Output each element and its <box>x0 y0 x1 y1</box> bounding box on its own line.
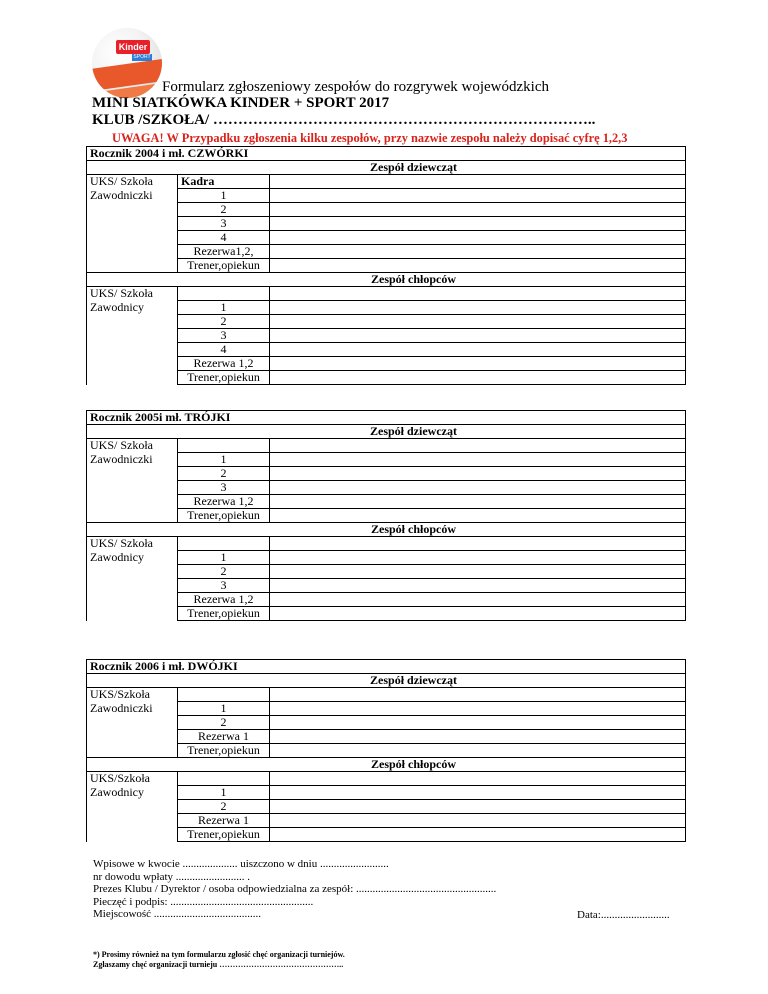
player-slot-label: 1 <box>178 786 270 800</box>
row-label-empty <box>87 800 178 814</box>
row-label: UKS/ Szkoła <box>87 287 178 301</box>
player-name-field[interactable] <box>270 800 686 814</box>
footer-fields <box>93 858 496 921</box>
player-name-field[interactable] <box>270 744 686 758</box>
player-name-field[interactable] <box>270 730 686 744</box>
row-label-empty <box>87 357 178 371</box>
row-label-empty <box>87 593 178 607</box>
player-slot-label: Rezerwa 1 <box>178 814 270 828</box>
fee-line: Wpisowe w kwocie .................... uiszczono w dniu ......................... <box>93 858 389 870</box>
girls-team-header: Zespół dziewcząt <box>87 674 686 688</box>
row-label: UKS/Szkoła <box>87 772 178 786</box>
row-label-empty <box>87 828 178 842</box>
row-label-empty <box>87 744 178 758</box>
row-label-empty <box>87 716 178 730</box>
player-name-field[interactable] <box>270 688 686 702</box>
player-name-field[interactable] <box>270 231 686 245</box>
player-slot-label: 3 <box>178 217 270 231</box>
player-name-field[interactable] <box>270 593 686 607</box>
row-label-empty <box>87 203 178 217</box>
row-label: Zawodniczki <box>87 702 178 716</box>
player-name-field[interactable] <box>270 203 686 217</box>
player-slot-label: 2 <box>178 716 270 730</box>
player-name-field[interactable] <box>270 217 686 231</box>
player-slot-label: 1 <box>178 551 270 565</box>
place-line: Miejscowość ....................................... <box>93 908 262 921</box>
row-label-empty <box>87 481 178 495</box>
player-slot-label: 2 <box>178 565 270 579</box>
organization-note-line1: *) Prosimy również na tym formularzu zgłosić chęć organizacji turniejów. <box>93 950 345 959</box>
player-slot-label: 3 <box>178 579 270 593</box>
player-slot-label: Rezerwa1,2, <box>178 245 270 259</box>
warning-note: UWAGA! W Przypadku zgłoszenia kilku zespołów, przy nazwie zespołu należy dopisać cyfrę 1,2,3 <box>112 131 628 145</box>
row-label: UKS/ Szkoła <box>87 439 178 453</box>
row-label-empty <box>87 231 178 245</box>
stamp-signature-line: Pieczęć i podpis: .................................................... <box>93 895 314 908</box>
player-name-field[interactable] <box>270 315 686 329</box>
player-slot-label: 4 <box>178 343 270 357</box>
player-slot-label: 1 <box>178 702 270 716</box>
row-label-empty <box>87 371 178 385</box>
player-slot-label: Kadra <box>178 175 270 189</box>
section-2005-table <box>86 410 686 621</box>
row-label-empty <box>87 259 178 273</box>
player-slot-label: 3 <box>178 481 270 495</box>
player-name-field[interactable] <box>270 175 686 189</box>
player-name-field[interactable] <box>270 481 686 495</box>
player-name-field[interactable] <box>270 579 686 593</box>
player-slot-label: Rezerwa 1,2 <box>178 357 270 371</box>
player-slot-label: Trener,opiekun <box>178 828 270 842</box>
player-slot-label: 3 <box>178 329 270 343</box>
player-slot-empty <box>178 287 270 301</box>
row-label: UKS/Szkoła <box>87 688 178 702</box>
row-label-empty <box>87 730 178 744</box>
player-slot-label: 2 <box>178 315 270 329</box>
player-name-field[interactable] <box>270 371 686 385</box>
player-slot-label: Rezerwa 1,2 <box>178 495 270 509</box>
date-field: Data:......................... <box>577 909 670 921</box>
player-slot-label: 2 <box>178 800 270 814</box>
row-label: Zawodnicy <box>87 301 178 315</box>
player-name-field[interactable] <box>270 495 686 509</box>
player-name-field[interactable] <box>270 551 686 565</box>
player-name-field[interactable] <box>270 245 686 259</box>
girls-team-header: Zespół dziewcząt <box>87 425 686 439</box>
player-name-field[interactable] <box>270 453 686 467</box>
section-title: Rocznik 2004 i mł. CZWÓRKI <box>87 147 686 161</box>
row-label: Zawodnicy <box>87 786 178 800</box>
player-name-field[interactable] <box>270 357 686 371</box>
row-label-empty <box>87 245 178 259</box>
girls-team-header: Zespół dziewcząt <box>87 161 686 175</box>
row-label-empty <box>87 217 178 231</box>
player-slot-label: 2 <box>178 467 270 481</box>
player-name-field[interactable] <box>270 259 686 273</box>
section-2006-table <box>86 659 686 842</box>
boys-team-header: Zespół chłopców <box>87 273 686 287</box>
player-name-field[interactable] <box>270 772 686 786</box>
row-label: UKS/ Szkoła <box>87 537 178 551</box>
player-slot-label: 1 <box>178 453 270 467</box>
boys-team-header: Zespół chłopców <box>87 523 686 537</box>
row-label-empty <box>87 343 178 357</box>
player-slot-label: Trener,opiekun <box>178 371 270 385</box>
row-label: UKS/ Szkoła <box>87 175 178 189</box>
player-name-field[interactable] <box>270 607 686 621</box>
row-label-empty <box>87 509 178 523</box>
player-name-field[interactable] <box>270 565 686 579</box>
player-slot-empty <box>178 439 270 453</box>
section-title: Rocznik 2005i mł. TRÓJKI <box>87 411 686 425</box>
player-name-field[interactable] <box>270 716 686 730</box>
logo-kinder-label: Kinder <box>116 40 150 54</box>
player-name-field[interactable] <box>270 287 686 301</box>
player-name-field[interactable] <box>270 343 686 357</box>
row-label-empty <box>87 579 178 593</box>
section-title: Rocznik 2006 i mł. DWÓJKI <box>87 660 686 674</box>
player-slot-empty <box>178 772 270 786</box>
player-slot-label: Rezerwa 1 <box>178 730 270 744</box>
competition-name: MINI SIATKÓWKA KINDER + SPORT 2017 <box>92 95 390 111</box>
row-label: Zawodnicy <box>87 551 178 565</box>
player-name-field[interactable] <box>270 814 686 828</box>
player-name-field[interactable] <box>270 189 686 203</box>
row-label-empty <box>87 329 178 343</box>
player-slot-empty <box>178 537 270 551</box>
player-slot-label: Trener,opiekun <box>178 607 270 621</box>
player-name-field[interactable] <box>270 509 686 523</box>
player-name-field[interactable] <box>270 301 686 315</box>
row-label: Zawodniczki <box>87 189 178 203</box>
player-name-field[interactable] <box>270 537 686 551</box>
payment-proof-line: nr dowodu wpłaty ......................... . <box>93 870 251 883</box>
kinder-sport-logo <box>92 28 162 98</box>
player-name-field[interactable] <box>270 702 686 716</box>
player-slot-label: 4 <box>178 231 270 245</box>
row-label-empty <box>87 607 178 621</box>
player-slot-empty <box>178 688 270 702</box>
row-label: Zawodniczki <box>87 453 178 467</box>
player-slot-label: 1 <box>178 301 270 315</box>
player-name-field[interactable] <box>270 329 686 343</box>
player-slot-label: Trener,opiekun <box>178 744 270 758</box>
player-slot-label: 1 <box>178 189 270 203</box>
form-title: Formularz zgłoszeniowy zespołów do rozgrywek wojewódzkich <box>162 79 549 95</box>
row-label-empty <box>87 495 178 509</box>
player-name-field[interactable] <box>270 467 686 481</box>
section-2004-table <box>86 146 686 385</box>
player-slot-label: Trener,opiekun <box>178 509 270 523</box>
boys-team-header: Zespół chłopców <box>87 758 686 772</box>
player-name-field[interactable] <box>270 828 686 842</box>
row-label-empty <box>87 565 178 579</box>
player-name-field[interactable] <box>270 786 686 800</box>
president-line: Prezes Klubu / Dyrektor / osoba odpowiedzialna za zespół: ................................................... <box>93 883 497 896</box>
player-name-field[interactable] <box>270 439 686 453</box>
organization-note-line2: Zgłaszamy chęć organizacji turnieju ……………………………………….. <box>93 960 344 969</box>
player-slot-label: 2 <box>178 203 270 217</box>
club-school-line: KLUB /SZKOŁA/ ………………………………………………………………….. <box>92 112 596 128</box>
row-label-empty <box>87 814 178 828</box>
row-label-empty <box>87 467 178 481</box>
player-slot-label: Rezerwa 1,2 <box>178 593 270 607</box>
player-slot-label: Trener,opiekun <box>178 259 270 273</box>
row-label-empty <box>87 315 178 329</box>
organization-note <box>93 950 345 970</box>
logo-sport-label: SPORT <box>133 54 151 60</box>
